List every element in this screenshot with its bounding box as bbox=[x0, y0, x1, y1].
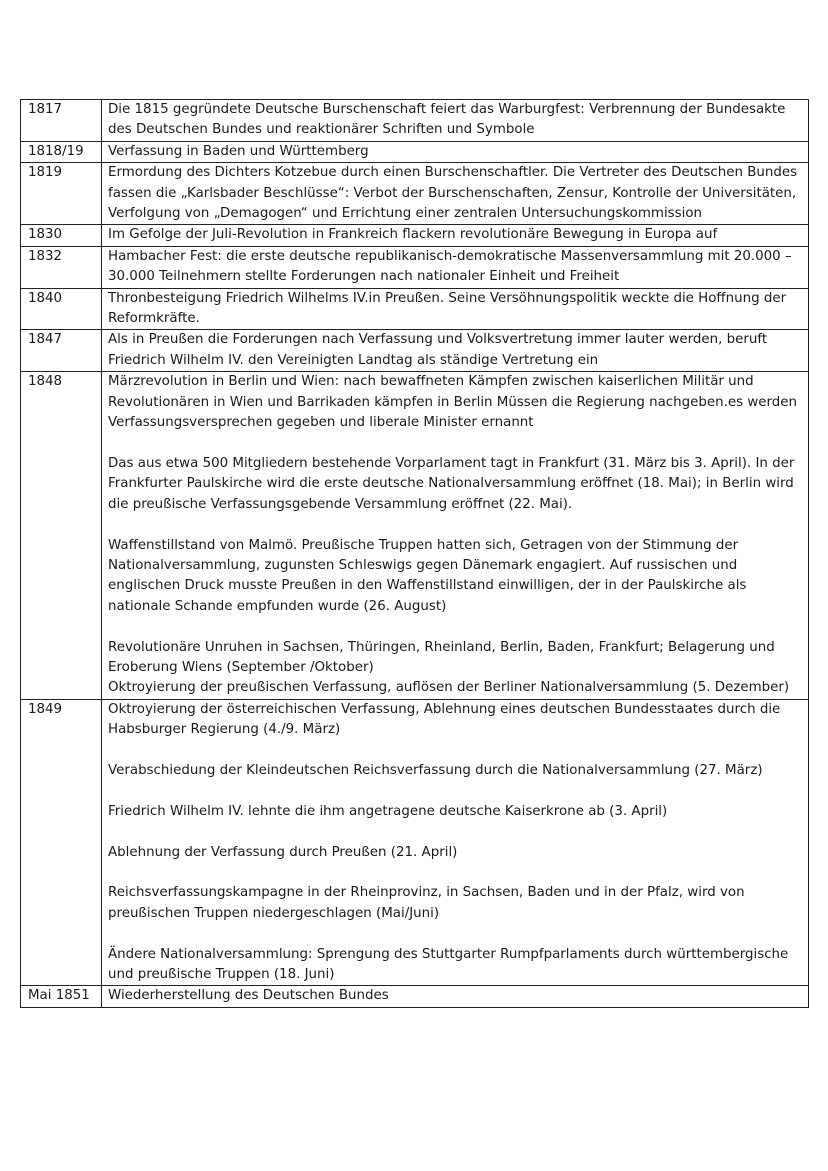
event-cell bbox=[102, 100, 809, 142]
table-row bbox=[21, 141, 809, 162]
event-text: Im Gefolge der Juli-Revolution in Frankreich flackern revolutionäre Bewegung in Europa auf bbox=[108, 227, 718, 243]
event-text: Oktroyierung der preußischen Verfassung, auflösen der Berliner Nationalversammlung (5. Dezember) bbox=[108, 680, 790, 696]
event-cell bbox=[102, 330, 809, 372]
event-text: Friedrich Wilhelm IV. lehnte die ihm angetragene deutsche Kaiserkrone ab (3. April) bbox=[108, 803, 668, 819]
year-cell: 1840 bbox=[21, 288, 102, 330]
table-row bbox=[21, 288, 809, 330]
year-cell: 1832 bbox=[21, 246, 102, 288]
paragraph-gap bbox=[108, 741, 804, 761]
paragraph-gap bbox=[108, 515, 804, 535]
event-cell bbox=[102, 699, 809, 986]
event-text: Ablehnung der Verfassung durch Preußen (21. April) bbox=[108, 844, 458, 860]
event-text: Reichsverfassungskampagne in der Rheinprovinz, in Sachsen, Baden und in der Pfalz, wird von preußischen Truppen niedergeschlagen (Mai/Juni) bbox=[108, 885, 745, 921]
table-row bbox=[21, 986, 809, 1007]
event-cell bbox=[102, 246, 809, 288]
event-text: Verabschiedung der Kleindeutschen Reichsverfassung durch die Nationalversammlung (27. März) bbox=[108, 762, 763, 778]
event-text: Thronbesteigung Friedrich Wilhelms IV.in Preußen. Seine Versöhnungspolitik weckte die Hoffnung der Reformkräfte. bbox=[108, 290, 787, 327]
event-text: Das aus etwa 500 Mitgliedern bestehende Vorparlament tagt in Frankfurt (31. März bis 3. April). In der Frankfurter Paulskirche wird die erste deutsche Nationalversammlung eröffnet (18. Mai); in Berlin wird die preußische Verfassungsgebende Versammlung eröffnet (22. Mai). bbox=[108, 455, 795, 512]
event-cell bbox=[102, 163, 809, 225]
event-text: Ändere Nationalversammlung: Sprengung des Stuttgarter Rumpfparlaments durch württembergische und preußische Truppen (18. Juni) bbox=[108, 946, 789, 982]
event-text: Waffenstillstand von Malmö. Preußische Truppen hatten sich, Getragen von der Stimmung der Nationalversammlung, zugunsten Schleswigs gegen Dänemark engagiert. Auf russischen und englischen Druck musste Preußen in den Waffenstillstand einwilligen, der in der Paulskirche als nationale Schande empfunden wurde (26. August) bbox=[108, 537, 747, 614]
event-text: Als in Preußen die Forderungen nach Verfassung und Volksvertretung immer lauter werden, beruft Friedrich Wilhelm IV. den Vereinigten Landtag als ständige Vertretung ein bbox=[108, 332, 768, 368]
event-text: Hambacher Fest: die erste deutsche republikanisch-demokratische Massenversammlung mit 20.000 – 30.000 Teilnehmern stellte Forderungen nach nationaler Einheit und Freiheit bbox=[108, 248, 792, 285]
timeline-body bbox=[21, 100, 809, 1008]
year-cell: 1848 bbox=[21, 372, 102, 699]
event-text: Oktroyierung der österreichischen Verfassung, Ablehnung eines deutschen Bundesstaates durch die Habsburger Regierung (4./9. März) bbox=[108, 701, 781, 738]
year-cell: 1849 bbox=[21, 699, 102, 986]
table-row bbox=[21, 163, 809, 225]
event-cell bbox=[102, 372, 809, 699]
year-cell: Mai 1851 bbox=[21, 986, 102, 1007]
event-cell bbox=[102, 288, 809, 330]
event-cell bbox=[102, 986, 809, 1007]
event-cell bbox=[102, 225, 809, 246]
paragraph-gap bbox=[108, 781, 804, 801]
table-row bbox=[21, 330, 809, 372]
year-cell: 1817 bbox=[21, 100, 102, 142]
event-text: Revolutionäre Unruhen in Sachsen, Thüringen, Rheinland, Berlin, Baden, Frankfurt; Belagerung und Eroberung Wiens (September /Oktober) bbox=[108, 639, 775, 675]
paragraph-gap bbox=[108, 617, 804, 637]
event-text: Ermordung des Dichters Kotzebue durch einen Burschenschaftler. Die Vertreter des Deutschen Bundes fassen die „Karlsbader Beschlüsse“: Verbot der Burschenschaften, Zensur, Kontrolle der Universitäten, Verfolgung von „Demagogen“ und Errichtung einer zentralen Untersuchungskommission bbox=[108, 165, 798, 222]
paragraph-gap bbox=[108, 822, 804, 842]
year-cell: 1819 bbox=[21, 163, 102, 225]
year-cell: 1818/19 bbox=[21, 141, 102, 162]
paragraph-gap bbox=[108, 434, 804, 454]
table-row bbox=[21, 246, 809, 288]
table-row bbox=[21, 372, 809, 699]
year-cell: 1847 bbox=[21, 330, 102, 372]
event-text: Verfassung in Baden und Württemberg bbox=[108, 143, 369, 159]
event-text: Märzrevolution in Berlin und Wien: nach bewaffneten Kämpfen zwischen kaiserlichen Militär und Revolutionären in Wien und Barrikaden kämpfen in Berlin Müssen die Regierung nachgeben.es werden Verfassungsversprechen gegeben und liberale Minister ernannt bbox=[108, 374, 798, 431]
event-text: Wiederherstellung des Deutschen Bundes bbox=[108, 988, 389, 1004]
paragraph-gap bbox=[108, 924, 804, 944]
year-cell: 1830 bbox=[21, 225, 102, 246]
paragraph-gap bbox=[108, 863, 804, 883]
event-text: Die 1815 gegründete Deutsche Burschenschaft feiert das Warburgfest: Verbrennung der Bundesakte des Deutschen Bundes und reaktionärer Schriften und Symbole bbox=[108, 102, 786, 138]
timeline-table bbox=[20, 99, 809, 1008]
event-cell bbox=[102, 141, 809, 162]
table-row bbox=[21, 699, 809, 986]
table-row bbox=[21, 100, 809, 142]
table-row bbox=[21, 225, 809, 246]
